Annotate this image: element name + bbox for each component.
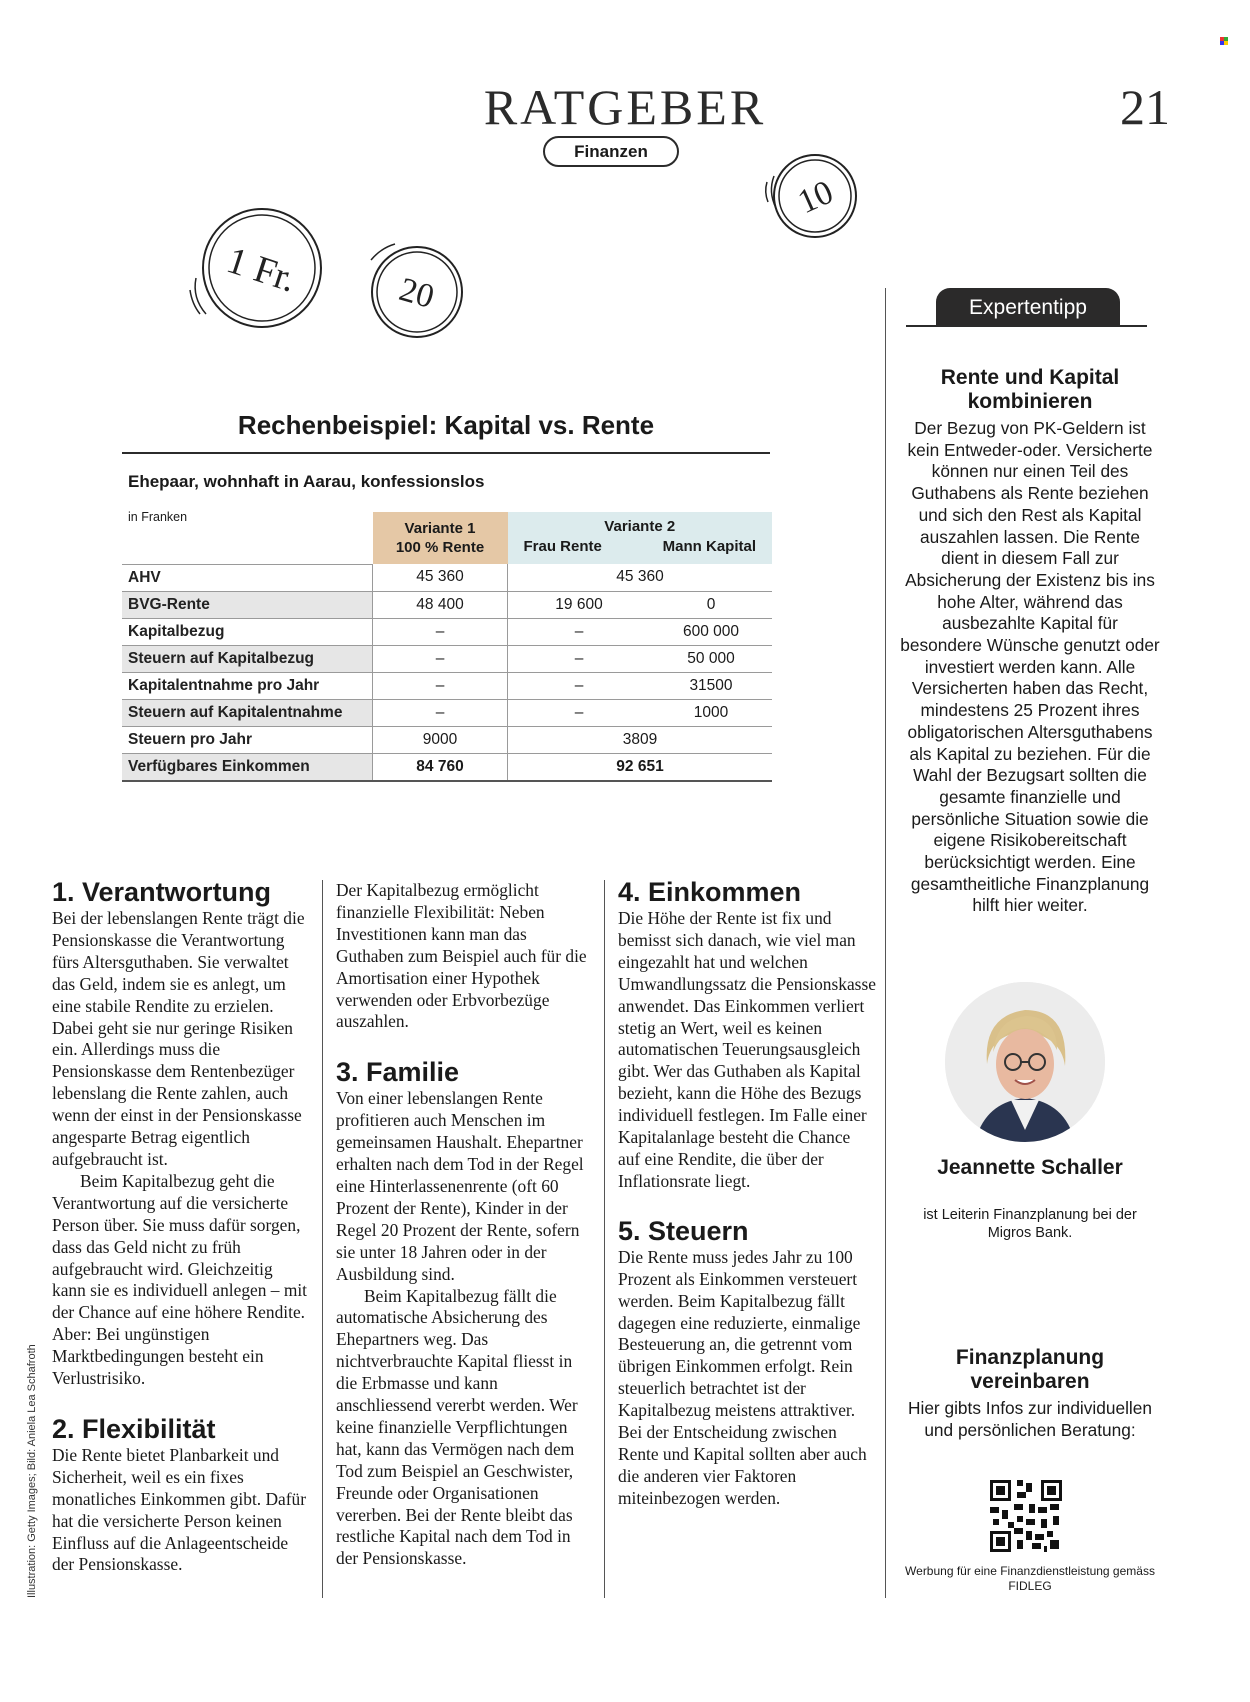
heading-verantwortung: 1. Verantwortung	[52, 877, 272, 907]
expert-role: ist Leiterin Finanzplanung bei der Migros Bank.	[923, 1207, 1137, 1241]
table-title: Rechenbeispiel: Kapital vs. Rente	[237, 410, 655, 440]
paragraph: Beim Kapitalbezug geht die Verantwortung auf die versicherte Person über. Sie muss dafür sorgen, dass das Geld nicht zu früh aufgebraucht wird. Gleichzeitig kann sie es individuell anlegen – mit der Chance auf eine höhere Rendite. Aber: Bei ungünstigen Marktbedingungen besteht ein Verlustrisiko.	[52, 1170, 308, 1389]
row-v1: 84 760	[373, 753, 508, 781]
header-v1-line2: 100 % Rente	[395, 539, 485, 556]
row-v2-mann: 31500	[650, 672, 772, 699]
heading-einkommen: 4. Einkommen	[618, 877, 802, 907]
row-v2: 3809	[508, 726, 773, 753]
row-v2-mann: 600 000	[650, 618, 772, 645]
row-label: Kapitalentnahme pro Jahr	[122, 672, 373, 699]
row-v1: 45 360	[373, 564, 508, 591]
table-row	[122, 564, 772, 591]
paragraph: Die Rente bietet Planbarkeit und Sicherheit, weil es ein fixes monatliches Einkommen gibt. Dafür hat die versicherte Person keinen Einfluss auf die Anlageentscheide der Pensionskasse.	[52, 1444, 307, 1575]
paragraph: Beim Kapitalbezug fällt die automatische Absicherung des Ehepartners weg. Das nichtverbrauchte Kapital fliesst in die Erbmasse und kann anschliessend vererbt werden. Wer keine finanzielle Verpflichtungen hat, kann das Vermögen nach dem Tod zum Beispiel an Geschwister, Freunde oder Organisationen vererben. Bei der Rente bleibt das restliche Kapital nach dem Tod in der Pensionskasse.	[336, 1285, 578, 1569]
row-v2-mann: 0	[650, 591, 772, 618]
table-header-row	[122, 512, 772, 564]
row-v2: 92 651	[508, 753, 773, 781]
photo-credit: Illustration: Getty Images; Bild: Aniela Lea Schafroth	[26, 1344, 38, 1598]
row-v2-mann: 1000	[650, 699, 772, 726]
row-label: Kapitalbezug	[122, 618, 373, 645]
table-row	[122, 699, 772, 726]
header-v2-mann: Mann Kapital	[662, 538, 756, 555]
sidebar-divider	[885, 288, 886, 1598]
ad-disclaimer: Werbung für eine Finanzdienstleistung gemäss FIDLEG	[905, 1564, 1155, 1593]
tip-body: Der Bezug von PK-Geldern ist kein Entweder-oder. Versicherte können nur einen Teil des Guthabens als Rente beziehen und sich den Rest als Kapital auszahlen lassen. Die Rente dient in diesem Fall zur Absicherung der Existenz bis ins hohe Alter, während das ausbezahlte Kapital für besondere Wünsche genutzt oder investiert werden kann. Alle Versicherten haben das Recht, mindestens 25 Prozent ihres obligatorischen Altersguthabens als Kapital zu beziehen. Für die Wahl der Bezugsart sollten die gesamte finanzielle und persönliche Situation sowie die eigene Risikobereitschaft berücksichtigt werden. Eine gesamtheitliche Finanzplanung hilft hier weiter.	[900, 418, 1160, 916]
tip-title: Rente und Kapital kombinieren	[940, 366, 1120, 413]
row-v1: –	[373, 699, 508, 726]
expert-tab-rule	[906, 325, 1147, 327]
table-row-total	[122, 753, 772, 781]
section-title: RATGEBER	[483, 79, 767, 135]
row-label: AHV	[122, 564, 373, 591]
row-label: Steuern auf Kapitalbezug	[122, 645, 373, 672]
plan-body: Hier gibts Infos zur individuellen und persönlichen Beratung:	[908, 1398, 1152, 1440]
header-v2-title: Variante 2	[604, 518, 676, 535]
calc-table	[122, 512, 772, 782]
page-number: 21	[1120, 79, 1170, 135]
section-pill: Finanzen	[543, 136, 679, 167]
row-v2-frau: –	[508, 699, 651, 726]
table-title-rule	[122, 452, 770, 454]
plan-title: Finanzplanung vereinbaren	[955, 1346, 1105, 1393]
row-v2: 45 360	[508, 564, 773, 591]
row-v2-frau: 19 600	[508, 591, 651, 618]
paragraph: Bei der Entscheidung zwischen Rente und Kapital sollten aber auch die anderen vier Faktoren miteinbezogen werden.	[618, 1422, 867, 1508]
article-column-2	[336, 880, 594, 1570]
table-header-empty	[122, 512, 373, 564]
qr-code-icon[interactable]	[990, 1480, 1062, 1552]
row-v2-frau: –	[508, 672, 651, 699]
article-column-1	[52, 876, 310, 1576]
expert-photo	[945, 982, 1105, 1142]
table-row	[122, 591, 772, 618]
header-v2-frau: Frau Rente	[523, 538, 602, 555]
row-label: Steuern auf Kapitalentnahme	[122, 699, 373, 726]
heading-flexibilitaet: 2. Flexibilität	[52, 1413, 216, 1444]
paragraph: Von einer lebenslangen Rente profitieren auch Menschen im gemeinsamen Haushalt. Ehepartner erhalten nach dem Tod in der Regel eine Hinterlassenenrente (oft 60 Prozent der Rente), Kinder in der Regel 20 Prozent der Rente, sofern sie unter 18 Jahren oder in der Ausbildung sind.	[336, 1088, 584, 1284]
heading-steuern: 5. Steuern	[618, 1215, 749, 1246]
coin-1fr-label: 1 Fr.	[221, 239, 302, 301]
row-v2-frau: –	[508, 618, 651, 645]
header-v1-line1: Variante 1	[404, 520, 476, 537]
column-divider	[604, 880, 605, 1598]
coin-1fr-icon	[190, 209, 321, 327]
article-column-3	[618, 876, 876, 1510]
column-divider	[322, 880, 323, 1598]
table-unit: in Franken	[128, 510, 188, 524]
table-row	[122, 645, 772, 672]
paragraph: Bei der lebenslangen Rente trägt die Pensionskasse die Verantwortung fürs Altersguthaben. Sie verwaltet das Geld, indem sie es anlegt, um eine stabile Rendite zu erzielen. Dabei geht sie nur geringe Risiken ein. Allerdings muss die Pensionskasse dem Rentenbezüger lebenslang die Rente zahlen, auch wenn der einst in der Pensionskasse angesparte Betrag eigentlich aufgebraucht ist.	[52, 908, 305, 1169]
table-header-variant2	[508, 512, 773, 564]
row-label: Verfügbares Einkommen	[122, 753, 373, 781]
row-v2-frau: –	[508, 645, 651, 672]
paragraph: Die Höhe der Rente ist fix und bemisst sich danach, wie viel man eingezahlt hat und welchen Umwandlungssatz die Pensionskasse anwendet. Das Einkommen verliert stetig an Wert, weil es keinen automatischen Teuerungsausgleich gibt. Wer das Guthaben als Kapital bezieht, kann die Höhe des Bezugs individuell festlegen. Im Falle einer Kapitalanlage besteht die Chance auf eine Rendite, die über der Inflationsrate liegt.	[618, 908, 876, 1191]
table-row	[122, 672, 772, 699]
expert-name: Jeannette Schaller	[937, 1156, 1123, 1179]
table-row	[122, 726, 772, 753]
row-v1: –	[373, 672, 508, 699]
coin-10-label: 10	[792, 173, 839, 222]
heading-familie: 3. Familie	[336, 1057, 460, 1088]
row-v2-mann: 50 000	[650, 645, 772, 672]
coin-20-label: 20	[395, 270, 439, 316]
table-row	[122, 618, 772, 645]
row-v1: –	[373, 618, 508, 645]
paragraph: Die Rente muss jedes Jahr zu 100 Prozent als Einkommen versteuert werden. Beim Kapitalbezug fällt dagegen eine reduzierte, einmalige Besteuerung an, die getrennt vom übrigen Einkommen erfolgt. Rein steuerlich betrachtet ist der Kapitalbezug meistens attraktiver.	[618, 1246, 861, 1421]
row-v1: 48 400	[373, 591, 508, 618]
row-label: BVG-Rente	[122, 591, 373, 618]
coin-10-icon	[766, 155, 856, 237]
row-v1: –	[373, 645, 508, 672]
row-label: Steuern pro Jahr	[122, 726, 373, 753]
paragraph: Der Kapitalbezug ermöglicht finanzielle Flexibilität: Neben Investitionen kann man das Guthaben zum Beispiel auch für die Amortisation einer Hypothek verwenden oder Erbvorbezüge auszahlen.	[336, 880, 587, 1032]
row-v1: 9000	[373, 726, 508, 753]
table-header-variant1	[373, 512, 508, 564]
table-subtitle: Ehepaar, wohnhaft in Aarau, konfessionslos	[128, 472, 485, 491]
coin-20-icon	[371, 244, 462, 337]
expert-tab: Expertentipp	[936, 288, 1120, 326]
